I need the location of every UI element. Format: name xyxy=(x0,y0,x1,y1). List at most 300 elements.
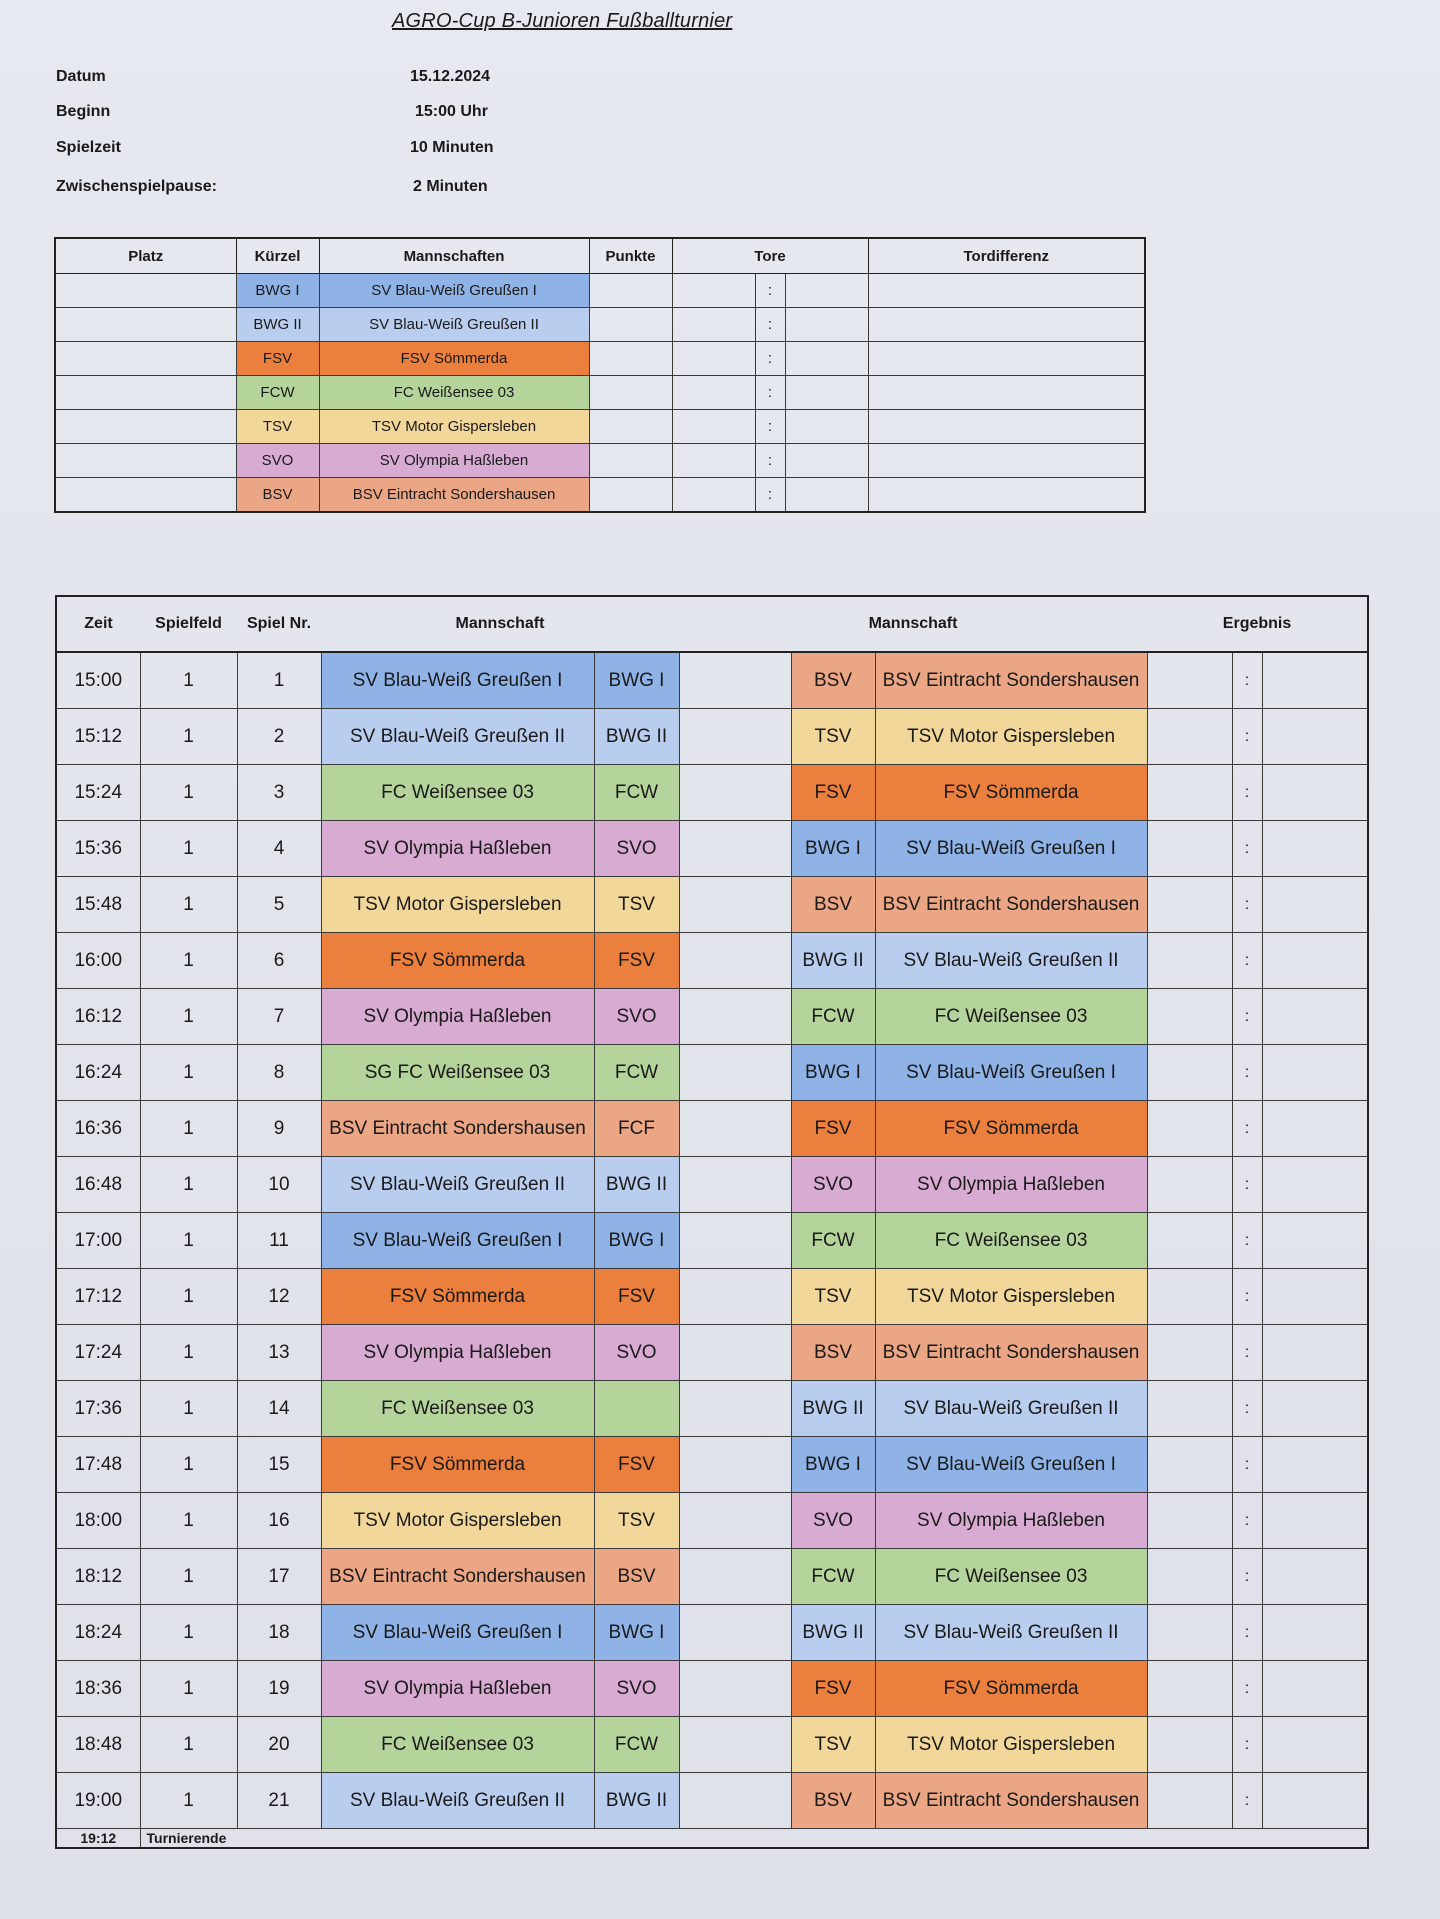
tore-separator: : xyxy=(755,444,785,478)
result-separator: : xyxy=(1232,1549,1262,1605)
home-team: SV Blau-Weiß Greußen I xyxy=(321,1213,594,1269)
tordifferenz-cell xyxy=(868,444,1145,478)
standings-row xyxy=(55,376,1145,410)
tore-separator: : xyxy=(755,274,785,308)
result-home-cell xyxy=(1147,1157,1232,1213)
game-field: 1 xyxy=(140,1549,237,1605)
away-team: TSV Motor Gispersleben xyxy=(875,1269,1147,1325)
result-away-cell xyxy=(1262,1549,1368,1605)
game-row xyxy=(56,652,1368,709)
away-team: SV Blau-Weiß Greußen II xyxy=(875,1605,1147,1661)
tore-separator: : xyxy=(755,478,785,513)
schedule-table xyxy=(55,595,1369,1849)
spacer-cell xyxy=(679,1157,791,1213)
meta-label: Datum xyxy=(56,68,106,85)
game-field: 1 xyxy=(140,1605,237,1661)
away-code: BWG II xyxy=(791,1605,875,1661)
team-code: BWG II xyxy=(236,308,319,342)
result-home-cell xyxy=(1147,877,1232,933)
away-team: FC Weißensee 03 xyxy=(875,1549,1147,1605)
game-row xyxy=(56,1717,1368,1773)
game-number: 8 xyxy=(237,1045,321,1101)
result-separator: : xyxy=(1232,821,1262,877)
game-number: 4 xyxy=(237,821,321,877)
home-code: FSV xyxy=(594,1269,679,1325)
game-number: 12 xyxy=(237,1269,321,1325)
header-kuerzel: Kürzel xyxy=(236,238,319,274)
game-time: 16:24 xyxy=(56,1045,140,1101)
standings-header-row xyxy=(55,238,1145,274)
result-home-cell xyxy=(1147,1605,1232,1661)
schedule-header-row xyxy=(56,596,1368,652)
game-number: 11 xyxy=(237,1213,321,1269)
platz-cell xyxy=(55,274,236,308)
spacer-cell xyxy=(679,1325,791,1381)
game-row xyxy=(56,1269,1368,1325)
away-code: BSV xyxy=(791,1325,875,1381)
away-team: TSV Motor Gispersleben xyxy=(875,1717,1147,1773)
home-team: FSV Sömmerda xyxy=(321,1269,594,1325)
game-number: 6 xyxy=(237,933,321,989)
home-team: SV Blau-Weiß Greußen II xyxy=(321,1773,594,1829)
game-field: 1 xyxy=(140,1381,237,1437)
away-code: BSV xyxy=(791,877,875,933)
game-field: 1 xyxy=(140,1661,237,1717)
tore-against-cell xyxy=(785,376,868,410)
meta-label: Beginn xyxy=(56,103,111,120)
home-code: SVO xyxy=(594,1325,679,1381)
home-code: BWG I xyxy=(594,1213,679,1269)
game-number: 7 xyxy=(237,989,321,1045)
home-team: BSV Eintracht Sondershausen xyxy=(321,1549,594,1605)
tordifferenz-cell xyxy=(868,376,1145,410)
result-home-cell xyxy=(1147,709,1232,765)
game-time: 15:12 xyxy=(56,709,140,765)
tore-separator: : xyxy=(755,342,785,376)
result-home-cell xyxy=(1147,821,1232,877)
home-team: SV Olympia Haßleben xyxy=(321,1325,594,1381)
game-field: 1 xyxy=(140,1773,237,1829)
result-away-cell xyxy=(1262,821,1368,877)
home-code: BWG I xyxy=(594,1605,679,1661)
document-title: AGRO-Cup B-Junioren Fußballturnier xyxy=(392,10,733,32)
team-name: SV Blau-Weiß Greußen I xyxy=(319,274,589,308)
tore-separator: : xyxy=(755,376,785,410)
game-time: 16:36 xyxy=(56,1101,140,1157)
game-field: 1 xyxy=(140,1045,237,1101)
meta-value: 15.12.2024 xyxy=(410,68,491,85)
punkte-cell xyxy=(589,376,672,410)
home-code xyxy=(594,1381,679,1437)
result-away-cell xyxy=(1262,1213,1368,1269)
spacer-cell xyxy=(679,933,791,989)
away-team: FC Weißensee 03 xyxy=(875,989,1147,1045)
game-time: 17:12 xyxy=(56,1269,140,1325)
team-code: FSV xyxy=(236,342,319,376)
home-team: SG FC Weißensee 03 xyxy=(321,1045,594,1101)
home-team: SV Blau-Weiß Greußen I xyxy=(321,652,594,709)
result-home-cell xyxy=(1147,1325,1232,1381)
game-field: 1 xyxy=(140,1437,237,1493)
away-code: BWG I xyxy=(791,821,875,877)
game-row xyxy=(56,709,1368,765)
away-code: BWG II xyxy=(791,1381,875,1437)
game-field: 1 xyxy=(140,1269,237,1325)
tordifferenz-cell xyxy=(868,478,1145,513)
result-separator: : xyxy=(1232,877,1262,933)
home-code: SVO xyxy=(594,1661,679,1717)
result-home-cell xyxy=(1147,652,1232,709)
away-code: BWG I xyxy=(791,1437,875,1493)
game-time: 17:00 xyxy=(56,1213,140,1269)
team-name: BSV Eintracht Sondershausen xyxy=(319,478,589,513)
away-team: TSV Motor Gispersleben xyxy=(875,709,1147,765)
game-row xyxy=(56,1157,1368,1213)
away-code: BWG I xyxy=(791,1045,875,1101)
tore-for-cell xyxy=(672,478,755,513)
game-field: 1 xyxy=(140,709,237,765)
away-code: FSV xyxy=(791,1101,875,1157)
away-team: SV Blau-Weiß Greußen I xyxy=(875,1045,1147,1101)
home-team: SV Olympia Haßleben xyxy=(321,1661,594,1717)
punkte-cell xyxy=(589,410,672,444)
home-team: FC Weißensee 03 xyxy=(321,1381,594,1437)
spacer-cell xyxy=(679,1269,791,1325)
spacer-cell xyxy=(679,1773,791,1829)
home-code: FSV xyxy=(594,1437,679,1493)
home-team: BSV Eintracht Sondershausen xyxy=(321,1101,594,1157)
result-separator: : xyxy=(1232,1437,1262,1493)
result-away-cell xyxy=(1262,1101,1368,1157)
meta-value: 2 Minuten xyxy=(413,178,488,195)
result-home-cell xyxy=(1147,989,1232,1045)
game-field: 1 xyxy=(140,877,237,933)
meta-label: Spielzeit xyxy=(56,139,121,156)
spacer-cell xyxy=(679,1493,791,1549)
spacer-cell xyxy=(679,1381,791,1437)
game-field: 1 xyxy=(140,765,237,821)
platz-cell xyxy=(55,308,236,342)
home-team: SV Olympia Haßleben xyxy=(321,821,594,877)
team-code: SVO xyxy=(236,444,319,478)
standings-row xyxy=(55,274,1145,308)
home-code: FSV xyxy=(594,933,679,989)
end-filler xyxy=(594,1829,1368,1849)
away-code: FCW xyxy=(791,1213,875,1269)
spacer-cell xyxy=(679,877,791,933)
away-code: TSV xyxy=(791,1717,875,1773)
meta-value: 15:00 Uhr xyxy=(415,103,488,120)
punkte-cell xyxy=(589,342,672,376)
header-mannschaft-away: Mannschaft xyxy=(679,596,1147,652)
away-code: FSV xyxy=(791,1661,875,1717)
spacer-cell xyxy=(679,989,791,1045)
spacer-cell xyxy=(679,1549,791,1605)
game-row xyxy=(56,1605,1368,1661)
game-time: 16:48 xyxy=(56,1157,140,1213)
home-code: BWG II xyxy=(594,1773,679,1829)
away-code: FCW xyxy=(791,1549,875,1605)
home-code: TSV xyxy=(594,877,679,933)
game-number: 13 xyxy=(237,1325,321,1381)
away-code: FCW xyxy=(791,989,875,1045)
result-home-cell xyxy=(1147,1213,1232,1269)
header-mannschaft-home: Mannschaft xyxy=(321,596,679,652)
game-field: 1 xyxy=(140,652,237,709)
away-code: TSV xyxy=(791,1269,875,1325)
tore-separator: : xyxy=(755,410,785,444)
home-code: BSV xyxy=(594,1549,679,1605)
away-team: FSV Sömmerda xyxy=(875,1661,1147,1717)
result-home-cell xyxy=(1147,933,1232,989)
result-separator: : xyxy=(1232,765,1262,821)
spacer-cell xyxy=(679,709,791,765)
tore-for-cell xyxy=(672,376,755,410)
result-away-cell xyxy=(1262,989,1368,1045)
game-number: 17 xyxy=(237,1549,321,1605)
game-field: 1 xyxy=(140,933,237,989)
result-home-cell xyxy=(1147,1101,1232,1157)
game-row xyxy=(56,989,1368,1045)
result-home-cell xyxy=(1147,1717,1232,1773)
spacer-cell xyxy=(679,1437,791,1493)
game-row xyxy=(56,1493,1368,1549)
game-row xyxy=(56,1325,1368,1381)
game-field: 1 xyxy=(140,1101,237,1157)
result-away-cell xyxy=(1262,1325,1368,1381)
away-team: FSV Sömmerda xyxy=(875,1101,1147,1157)
game-field: 1 xyxy=(140,1493,237,1549)
home-team: SV Blau-Weiß Greußen II xyxy=(321,709,594,765)
result-separator: : xyxy=(1232,1717,1262,1773)
result-separator: : xyxy=(1232,1045,1262,1101)
result-separator: : xyxy=(1232,1269,1262,1325)
header-mannschaften: Mannschaften xyxy=(319,238,589,274)
header-spiel-nr: Spiel Nr. xyxy=(237,596,321,652)
home-code: FCW xyxy=(594,1717,679,1773)
spacer-cell xyxy=(679,1213,791,1269)
home-team: SV Olympia Haßleben xyxy=(321,989,594,1045)
result-home-cell xyxy=(1147,1437,1232,1493)
game-row xyxy=(56,765,1368,821)
game-number: 1 xyxy=(237,652,321,709)
away-code: BSV xyxy=(791,652,875,709)
platz-cell xyxy=(55,478,236,513)
team-name: TSV Motor Gispersleben xyxy=(319,410,589,444)
tore-against-cell xyxy=(785,410,868,444)
tordifferenz-cell xyxy=(868,308,1145,342)
game-row xyxy=(56,821,1368,877)
away-team: SV Olympia Haßleben xyxy=(875,1493,1147,1549)
home-team: SV Blau-Weiß Greußen I xyxy=(321,1605,594,1661)
home-code: FCF xyxy=(594,1101,679,1157)
home-team: FC Weißensee 03 xyxy=(321,765,594,821)
result-home-cell xyxy=(1147,1661,1232,1717)
tore-separator: : xyxy=(755,308,785,342)
platz-cell xyxy=(55,410,236,444)
result-separator: : xyxy=(1232,652,1262,709)
tournament-end-row xyxy=(56,1829,1368,1849)
home-team: FC Weißensee 03 xyxy=(321,1717,594,1773)
game-time: 18:48 xyxy=(56,1717,140,1773)
result-home-cell xyxy=(1147,1269,1232,1325)
game-number: 16 xyxy=(237,1493,321,1549)
result-separator: : xyxy=(1232,1605,1262,1661)
game-time: 17:24 xyxy=(56,1325,140,1381)
game-time: 15:00 xyxy=(56,652,140,709)
game-field: 1 xyxy=(140,1213,237,1269)
game-number: 3 xyxy=(237,765,321,821)
game-time: 16:12 xyxy=(56,989,140,1045)
result-separator: : xyxy=(1232,709,1262,765)
result-away-cell xyxy=(1262,1493,1368,1549)
result-away-cell xyxy=(1262,1437,1368,1493)
result-away-cell xyxy=(1262,1269,1368,1325)
standings-row xyxy=(55,478,1145,513)
header-spielfeld: Spielfeld xyxy=(140,596,237,652)
punkte-cell xyxy=(589,478,672,513)
header-tordifferenz: Tordifferenz xyxy=(868,238,1145,274)
team-code: BWG I xyxy=(236,274,319,308)
tore-for-cell xyxy=(672,274,755,308)
home-team: SV Blau-Weiß Greußen II xyxy=(321,1157,594,1213)
game-time: 18:00 xyxy=(56,1493,140,1549)
home-code: SVO xyxy=(594,821,679,877)
result-home-cell xyxy=(1147,1773,1232,1829)
home-code: TSV xyxy=(594,1493,679,1549)
team-code: FCW xyxy=(236,376,319,410)
team-name: FC Weißensee 03 xyxy=(319,376,589,410)
away-team: SV Blau-Weiß Greußen II xyxy=(875,1381,1147,1437)
result-home-cell xyxy=(1147,765,1232,821)
tore-against-cell xyxy=(785,478,868,513)
away-team: FSV Sömmerda xyxy=(875,765,1147,821)
game-time: 17:48 xyxy=(56,1437,140,1493)
spacer-cell xyxy=(679,652,791,709)
game-number: 15 xyxy=(237,1437,321,1493)
game-number: 10 xyxy=(237,1157,321,1213)
spacer-cell xyxy=(679,821,791,877)
tordifferenz-cell xyxy=(868,410,1145,444)
team-name: FSV Sömmerda xyxy=(319,342,589,376)
result-away-cell xyxy=(1262,1717,1368,1773)
away-team: BSV Eintracht Sondershausen xyxy=(875,877,1147,933)
spacer-cell xyxy=(679,1605,791,1661)
home-code: SVO xyxy=(594,989,679,1045)
tore-against-cell xyxy=(785,308,868,342)
home-code: BWG II xyxy=(594,709,679,765)
standings-row xyxy=(55,342,1145,376)
punkte-cell xyxy=(589,274,672,308)
platz-cell xyxy=(55,444,236,478)
result-away-cell xyxy=(1262,933,1368,989)
game-row xyxy=(56,1101,1368,1157)
spacer-cell xyxy=(679,1661,791,1717)
meta-label: Zwischenspielpause: xyxy=(56,178,217,195)
header-tore: Tore xyxy=(672,238,868,274)
tore-for-cell xyxy=(672,342,755,376)
game-number: 19 xyxy=(237,1661,321,1717)
result-separator: : xyxy=(1232,989,1262,1045)
header-zeit: Zeit xyxy=(56,596,140,652)
away-team: SV Blau-Weiß Greußen I xyxy=(875,1437,1147,1493)
game-row xyxy=(56,1661,1368,1717)
standings-table xyxy=(54,237,1146,513)
tore-for-cell xyxy=(672,308,755,342)
away-code: BSV xyxy=(791,1773,875,1829)
platz-cell xyxy=(55,342,236,376)
meta-value: 10 Minuten xyxy=(410,139,494,156)
game-field: 1 xyxy=(140,821,237,877)
home-team: FSV Sömmerda xyxy=(321,1437,594,1493)
game-number: 18 xyxy=(237,1605,321,1661)
game-time: 15:36 xyxy=(56,821,140,877)
away-code: FSV xyxy=(791,765,875,821)
away-team: SV Olympia Haßleben xyxy=(875,1157,1147,1213)
header-ergebnis: Ergebnis xyxy=(1147,596,1368,652)
tore-against-cell xyxy=(785,342,868,376)
home-team: TSV Motor Gispersleben xyxy=(321,877,594,933)
result-away-cell xyxy=(1262,709,1368,765)
game-time: 18:24 xyxy=(56,1605,140,1661)
game-row xyxy=(56,877,1368,933)
team-name: SV Blau-Weiß Greußen II xyxy=(319,308,589,342)
game-row xyxy=(56,1437,1368,1493)
game-number: 14 xyxy=(237,1381,321,1437)
spacer-cell xyxy=(679,1717,791,1773)
result-home-cell xyxy=(1147,1493,1232,1549)
home-code: FCW xyxy=(594,1045,679,1101)
away-team: BSV Eintracht Sondershausen xyxy=(875,1773,1147,1829)
platz-cell xyxy=(55,376,236,410)
team-name: SV Olympia Haßleben xyxy=(319,444,589,478)
result-home-cell xyxy=(1147,1045,1232,1101)
tordifferenz-cell xyxy=(868,274,1145,308)
tordifferenz-cell xyxy=(868,342,1145,376)
result-away-cell xyxy=(1262,652,1368,709)
header-punkte: Punkte xyxy=(589,238,672,274)
result-away-cell xyxy=(1262,1157,1368,1213)
away-team: BSV Eintracht Sondershausen xyxy=(875,652,1147,709)
game-row xyxy=(56,1045,1368,1101)
game-row xyxy=(56,1549,1368,1605)
punkte-cell xyxy=(589,308,672,342)
header-platz: Platz xyxy=(55,238,236,274)
tore-against-cell xyxy=(785,274,868,308)
game-row xyxy=(56,1213,1368,1269)
result-separator: : xyxy=(1232,1325,1262,1381)
result-separator: : xyxy=(1232,1381,1262,1437)
away-code: SVO xyxy=(791,1493,875,1549)
spacer-cell xyxy=(679,1045,791,1101)
team-code: BSV xyxy=(236,478,319,513)
game-time: 18:36 xyxy=(56,1661,140,1717)
away-team: SV Blau-Weiß Greußen I xyxy=(875,821,1147,877)
result-away-cell xyxy=(1262,1773,1368,1829)
home-code: BWG II xyxy=(594,1157,679,1213)
standings-row xyxy=(55,308,1145,342)
tore-for-cell xyxy=(672,444,755,478)
result-separator: : xyxy=(1232,1493,1262,1549)
away-code: SVO xyxy=(791,1157,875,1213)
end-time: 19:12 xyxy=(56,1829,140,1849)
result-away-cell xyxy=(1262,1605,1368,1661)
game-row xyxy=(56,1773,1368,1829)
tore-for-cell xyxy=(672,410,755,444)
end-label: Turnierende xyxy=(146,1830,227,1846)
game-number: 20 xyxy=(237,1717,321,1773)
tore-against-cell xyxy=(785,444,868,478)
